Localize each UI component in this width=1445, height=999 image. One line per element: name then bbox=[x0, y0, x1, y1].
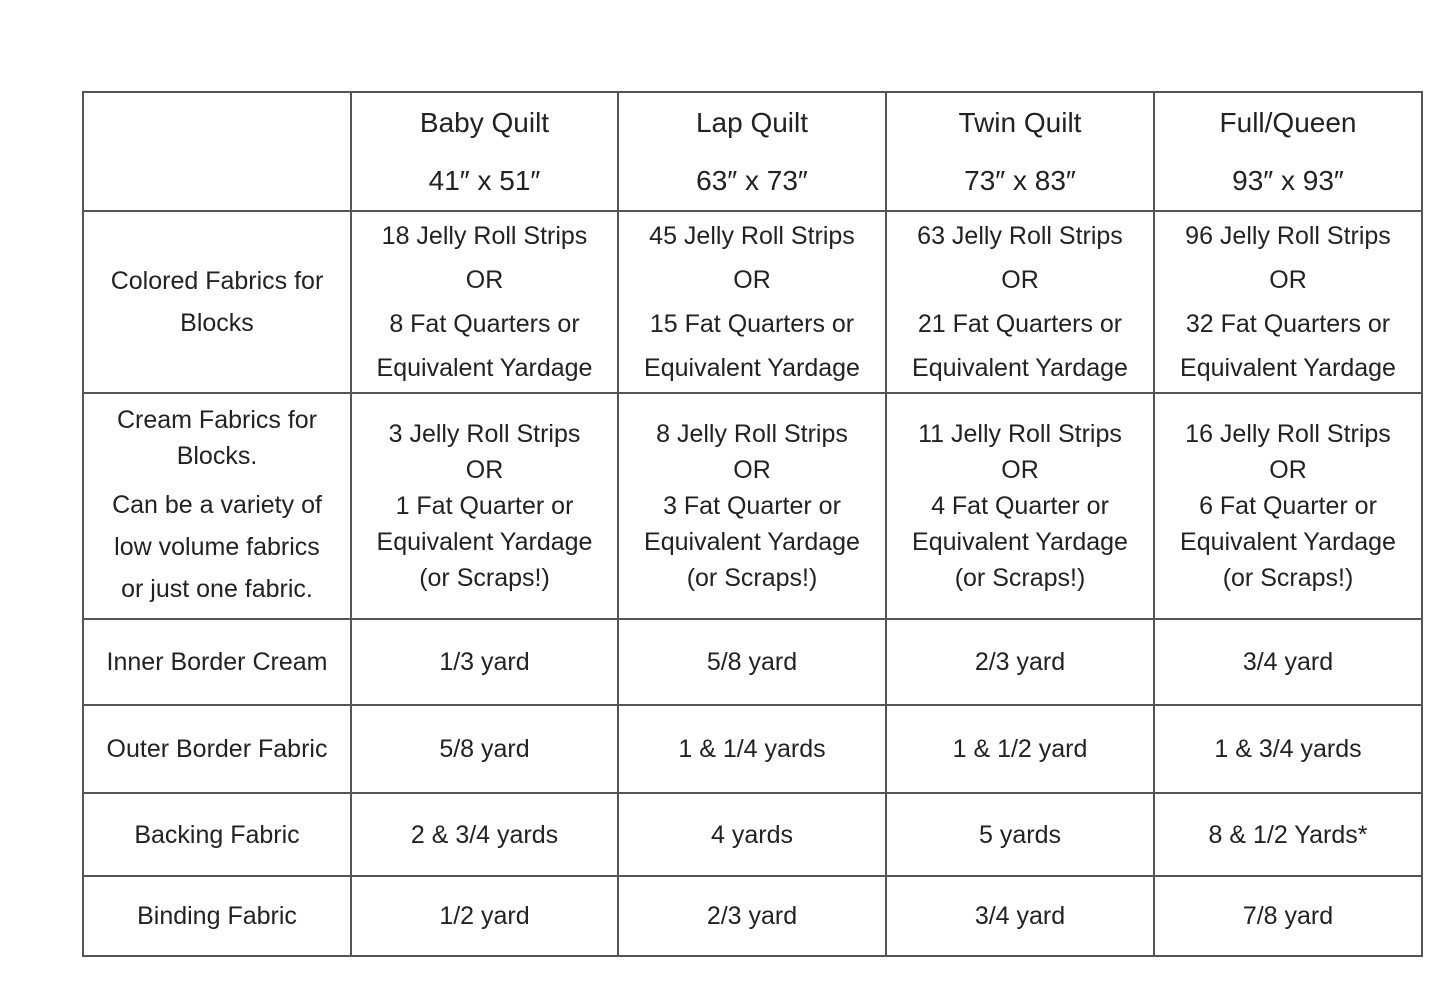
row-label-backing: Backing Fabric bbox=[83, 793, 351, 876]
row-label-line: Blocks bbox=[180, 309, 254, 337]
row-label-line: Can be a variety of bbox=[112, 491, 322, 519]
cell-line: 96 Jelly Roll Strips bbox=[1185, 222, 1391, 250]
cell-line: 8 Fat Quarters or bbox=[389, 310, 580, 338]
cell-line: Equivalent Yardage bbox=[376, 354, 593, 382]
row-label-binding: Binding Fabric bbox=[83, 876, 351, 956]
cell-colored-full-queen bbox=[1154, 211, 1422, 393]
cell-line: OR bbox=[1001, 266, 1039, 294]
row-label-colored-fabrics bbox=[83, 211, 351, 393]
quilt-name: Twin Quilt bbox=[958, 106, 1082, 138]
cell-line: OR bbox=[1001, 456, 1039, 484]
quilt-name: Full/Queen bbox=[1219, 106, 1357, 138]
table-row-backing bbox=[83, 793, 1422, 876]
quilt-size: 41″ x 51″ bbox=[428, 164, 541, 196]
cell-colored-lap bbox=[618, 211, 886, 393]
cell-cream-baby bbox=[351, 393, 618, 619]
cell-line: 1 Fat Quarter or bbox=[395, 492, 574, 520]
column-header-full-queen bbox=[1154, 92, 1422, 211]
cell-line: Equivalent Yardage bbox=[912, 354, 1128, 382]
table-row-binding bbox=[83, 876, 1422, 956]
cell-line: 32 Fat Quarters or bbox=[1185, 310, 1391, 338]
column-header-twin bbox=[886, 92, 1154, 211]
cell-line: (or Scraps!) bbox=[954, 564, 1086, 592]
cell-inner-border-lap: 5/8 yard bbox=[618, 619, 886, 705]
cell-binding-lap: 2/3 yard bbox=[618, 876, 886, 956]
cell-backing-full-queen: 8 & 1/2 Yards* bbox=[1154, 793, 1422, 876]
cell-inner-border-twin: 2/3 yard bbox=[886, 619, 1154, 705]
row-label-line: low volume fabrics bbox=[114, 533, 320, 561]
cell-line: 3 Jelly Roll Strips bbox=[388, 420, 581, 448]
cell-line: 8 Jelly Roll Strips bbox=[656, 420, 848, 448]
cell-line: (or Scraps!) bbox=[1222, 564, 1354, 592]
column-header-lap bbox=[618, 92, 886, 211]
cell-backing-lap: 4 yards bbox=[618, 793, 886, 876]
cell-outer-border-full-queen: 1 & 3/4 yards bbox=[1154, 705, 1422, 793]
cell-line: 3 Fat Quarter or bbox=[663, 492, 841, 520]
row-label-cream-fabrics bbox=[83, 393, 351, 619]
cell-line: Equivalent Yardage bbox=[376, 528, 593, 556]
cell-line: Equivalent Yardage bbox=[644, 354, 860, 382]
cell-binding-full-queen: 7/8 yard bbox=[1154, 876, 1422, 956]
cell-line: (or Scraps!) bbox=[686, 564, 818, 592]
cell-line: 45 Jelly Roll Strips bbox=[649, 222, 855, 250]
fabric-requirements-table bbox=[82, 91, 1423, 957]
cell-binding-baby: 1/2 yard bbox=[351, 876, 618, 956]
cell-line: Equivalent Yardage bbox=[644, 528, 860, 556]
column-header-baby bbox=[351, 92, 618, 211]
row-label-line: Colored Fabrics for bbox=[110, 267, 324, 295]
cell-binding-twin: 3/4 yard bbox=[886, 876, 1154, 956]
row-label-outer-border: Outer Border Fabric bbox=[83, 705, 351, 793]
quilt-name: Baby Quilt bbox=[419, 106, 550, 138]
cell-backing-twin: 5 yards bbox=[886, 793, 1154, 876]
quilt-name: Lap Quilt bbox=[695, 106, 809, 138]
cell-line: (or Scraps!) bbox=[419, 564, 550, 592]
corner-cell bbox=[83, 92, 351, 211]
cell-line: 16 Jelly Roll Strips bbox=[1185, 420, 1391, 448]
quilt-size: 63″ x 73″ bbox=[696, 164, 808, 196]
row-label-line: Blocks. bbox=[176, 442, 258, 470]
cell-inner-border-baby: 1/3 yard bbox=[351, 619, 618, 705]
cell-line: 4 Fat Quarter or bbox=[931, 492, 1109, 520]
cell-cream-lap bbox=[618, 393, 886, 619]
table-row-colored-fabrics bbox=[83, 211, 1422, 393]
cell-line: 11 Jelly Roll Strips bbox=[918, 420, 1122, 448]
cell-cream-twin bbox=[886, 393, 1154, 619]
row-label-line: or just one fabric. bbox=[121, 575, 313, 603]
cell-line: Equivalent Yardage bbox=[1180, 528, 1396, 556]
cell-line: OR bbox=[733, 456, 771, 484]
cell-cream-full-queen bbox=[1154, 393, 1422, 619]
cell-line: OR bbox=[465, 456, 504, 484]
cell-outer-border-lap: 1 & 1/4 yards bbox=[618, 705, 886, 793]
cell-line: 15 Fat Quarters or bbox=[649, 310, 855, 338]
quilt-size: 93″ x 93″ bbox=[1232, 164, 1344, 196]
cell-line: Equivalent Yardage bbox=[912, 528, 1128, 556]
cell-colored-baby bbox=[351, 211, 618, 393]
cell-line: OR bbox=[465, 266, 504, 294]
cell-line: 6 Fat Quarter or bbox=[1199, 492, 1377, 520]
table-row-outer-border bbox=[83, 705, 1422, 793]
cell-colored-twin bbox=[886, 211, 1154, 393]
row-label-inner-border: Inner Border Cream bbox=[83, 619, 351, 705]
table-row-cream-fabrics bbox=[83, 393, 1422, 619]
cell-line: OR bbox=[1269, 456, 1307, 484]
header-row bbox=[83, 92, 1422, 211]
table-row-inner-border bbox=[83, 619, 1422, 705]
quilt-size: 73″ x 83″ bbox=[964, 164, 1076, 196]
cell-line: 21 Fat Quarters or bbox=[917, 310, 1123, 338]
cell-line: OR bbox=[1269, 266, 1307, 294]
cell-backing-baby: 2 & 3/4 yards bbox=[351, 793, 618, 876]
cell-line: OR bbox=[733, 266, 771, 294]
cell-line: 18 Jelly Roll Strips bbox=[381, 222, 588, 250]
cell-outer-border-twin: 1 & 1/2 yard bbox=[886, 705, 1154, 793]
cell-line: Equivalent Yardage bbox=[1180, 354, 1396, 382]
cell-outer-border-baby: 5/8 yard bbox=[351, 705, 618, 793]
row-label-line: Cream Fabrics for bbox=[116, 406, 318, 434]
cell-inner-border-full-queen: 3/4 yard bbox=[1154, 619, 1422, 705]
cell-line: 63 Jelly Roll Strips bbox=[917, 222, 1123, 250]
